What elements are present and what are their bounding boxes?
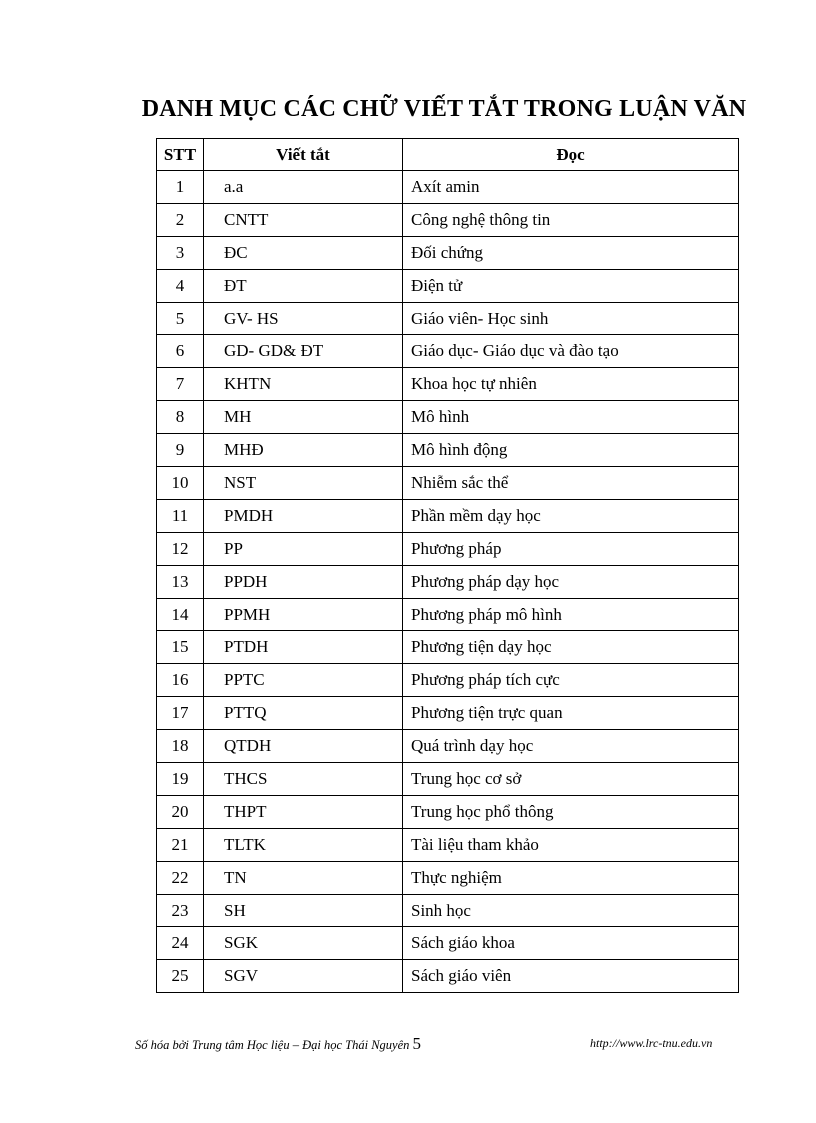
row-stt: 23 — [157, 894, 204, 927]
row-reading: Mô hình động — [403, 434, 739, 467]
table-row — [157, 532, 739, 565]
row-reading: Công nghệ thông tin — [403, 203, 739, 236]
footer-credit — [135, 1034, 421, 1054]
row-reading: Phương tiện trực quan — [403, 697, 739, 730]
row-stt: 5 — [157, 302, 204, 335]
row-stt: 1 — [157, 171, 204, 204]
row-abbreviation: TLTK — [204, 828, 403, 861]
row-abbreviation: SGV — [204, 960, 403, 993]
row-stt: 19 — [157, 763, 204, 796]
row-reading: Quá trình dạy học — [403, 730, 739, 763]
table-row — [157, 861, 739, 894]
table-row — [157, 697, 739, 730]
table-row — [157, 203, 739, 236]
table-row — [157, 302, 739, 335]
table-row — [157, 598, 739, 631]
row-stt: 18 — [157, 730, 204, 763]
row-reading: Phương pháp — [403, 532, 739, 565]
row-stt: 7 — [157, 368, 204, 401]
table-row — [157, 368, 739, 401]
row-reading: Nhiễm sắc thể — [403, 467, 739, 500]
page-number: 5 — [412, 1034, 421, 1053]
row-stt: 6 — [157, 335, 204, 368]
row-reading: Giáo dục- Giáo dục và đào tạo — [403, 335, 739, 368]
row-reading: Phương pháp dạy học — [403, 565, 739, 598]
table-row — [157, 828, 739, 861]
row-stt: 9 — [157, 434, 204, 467]
row-stt: 14 — [157, 598, 204, 631]
row-reading: Đối chứng — [403, 236, 739, 269]
table-row — [157, 401, 739, 434]
footer-credit-text: Số hóa bởi Trung tâm Học liệu – Đại học Thái Nguyên — [135, 1038, 410, 1052]
header-stt: STT — [157, 139, 204, 171]
row-stt: 10 — [157, 467, 204, 500]
row-abbreviation: NST — [204, 467, 403, 500]
table-row — [157, 960, 739, 993]
row-abbreviation: ĐC — [204, 236, 403, 269]
row-reading: Điện tử — [403, 269, 739, 302]
row-abbreviation: THCS — [204, 763, 403, 796]
table-row — [157, 795, 739, 828]
row-stt: 12 — [157, 532, 204, 565]
row-abbreviation: TN — [204, 861, 403, 894]
table-row — [157, 631, 739, 664]
row-abbreviation: PPDH — [204, 565, 403, 598]
row-reading: Trung học phổ thông — [403, 795, 739, 828]
table-header-row — [157, 139, 739, 171]
row-abbreviation: GV- HS — [204, 302, 403, 335]
row-abbreviation: THPT — [204, 795, 403, 828]
row-abbreviation: GD- GD& ĐT — [204, 335, 403, 368]
table-row — [157, 499, 739, 532]
row-stt: 13 — [157, 565, 204, 598]
page-title: DANH MỤC CÁC CHỮ VIẾT TẮT TRONG LUẬN VĂN — [141, 96, 747, 122]
row-abbreviation: MHĐ — [204, 434, 403, 467]
row-abbreviation: PMDH — [204, 499, 403, 532]
table-row — [157, 894, 739, 927]
row-reading: Sách giáo khoa — [403, 927, 739, 960]
table-row — [157, 236, 739, 269]
row-abbreviation: KHTN — [204, 368, 403, 401]
row-abbreviation: ĐT — [204, 269, 403, 302]
table-row — [157, 664, 739, 697]
header-abbreviation: Viết tắt — [204, 139, 403, 171]
row-reading: Giáo viên- Học sinh — [403, 302, 739, 335]
row-stt: 3 — [157, 236, 204, 269]
row-abbreviation: a.a — [204, 171, 403, 204]
table-row — [157, 565, 739, 598]
row-stt: 22 — [157, 861, 204, 894]
table-row — [157, 467, 739, 500]
table-row — [157, 730, 739, 763]
row-stt: 8 — [157, 401, 204, 434]
row-reading: Phương tiện dạy học — [403, 631, 739, 664]
row-reading: Phương pháp mô hình — [403, 598, 739, 631]
row-abbreviation: SH — [204, 894, 403, 927]
row-abbreviation: CNTT — [204, 203, 403, 236]
row-stt: 17 — [157, 697, 204, 730]
table-row — [157, 269, 739, 302]
table-row — [157, 763, 739, 796]
row-stt: 15 — [157, 631, 204, 664]
row-stt: 2 — [157, 203, 204, 236]
row-abbreviation: MH — [204, 401, 403, 434]
table-row — [157, 434, 739, 467]
row-abbreviation: PTDH — [204, 631, 403, 664]
row-reading: Phương pháp tích cực — [403, 664, 739, 697]
table-row — [157, 335, 739, 368]
table-row — [157, 927, 739, 960]
footer-url[interactable]: http://www.lrc-tnu.edu.vn — [590, 1036, 713, 1050]
row-reading: Thực nghiệm — [403, 861, 739, 894]
row-abbreviation: PPMH — [204, 598, 403, 631]
row-stt: 24 — [157, 927, 204, 960]
row-reading: Khoa học tự nhiên — [403, 368, 739, 401]
row-reading: Tài liệu tham khảo — [403, 828, 739, 861]
row-stt: 16 — [157, 664, 204, 697]
row-reading: Trung học cơ sở — [403, 763, 739, 796]
header-reading: Đọc — [403, 139, 739, 171]
row-abbreviation: SGK — [204, 927, 403, 960]
row-abbreviation: QTDH — [204, 730, 403, 763]
row-reading: Axít amin — [403, 171, 739, 204]
abbreviation-table — [156, 138, 739, 993]
row-stt: 11 — [157, 499, 204, 532]
row-reading: Mô hình — [403, 401, 739, 434]
row-abbreviation: PP — [204, 532, 403, 565]
row-abbreviation: PPTC — [204, 664, 403, 697]
table-row — [157, 171, 739, 204]
row-stt: 21 — [157, 828, 204, 861]
row-abbreviation: PTTQ — [204, 697, 403, 730]
row-reading: Sách giáo viên — [403, 960, 739, 993]
row-stt: 4 — [157, 269, 204, 302]
row-reading: Sinh học — [403, 894, 739, 927]
row-stt: 25 — [157, 960, 204, 993]
row-stt: 20 — [157, 795, 204, 828]
row-reading: Phần mềm dạy học — [403, 499, 739, 532]
